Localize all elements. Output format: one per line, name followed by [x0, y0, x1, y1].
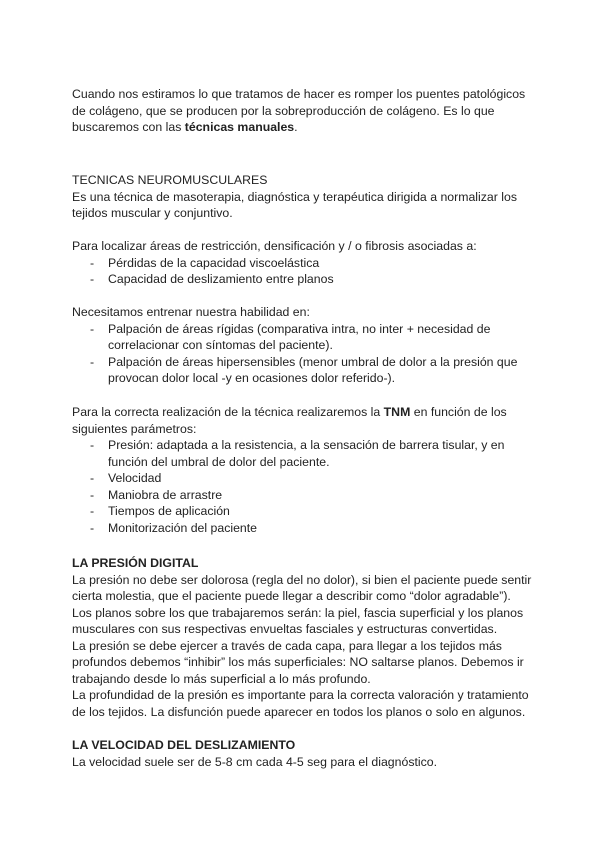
intro-line: de colágeno, que se producen por la sobreproducción de colágeno. Es lo que: [72, 103, 495, 118]
list-item: - Tiempos de aplicación: [72, 503, 532, 520]
params-list: [72, 437, 532, 536]
list-item: - Capacidad de deslizamiento entre planos: [72, 271, 532, 288]
section-heading: TECNICAS NEUROMUSCULARES: [72, 173, 268, 187]
list-item-line: Presión: adaptada a la resistencia, a la sensación de barrera tisular, y en: [108, 438, 505, 452]
intro-paragraph: [72, 86, 532, 136]
velocidad-section: [72, 737, 532, 770]
paragraph-line: profundos debemos “inhibir” los más superficiales: NO saltarse planos. Debemos ir: [72, 655, 524, 669]
params-intro-line: siguientes parámetros:: [72, 421, 197, 436]
paragraph-line: La presión se debe ejercer a través de cada capa, para llegar a los tejidos más: [72, 638, 502, 653]
paragraph-line: Los planos sobre los que trabajaremos serán: la piel, fascia superficial y los planos: [72, 605, 524, 620]
list-item: - Monitorización del paciente: [72, 520, 532, 537]
params-text: Para la correcta realización de la técnica realizaremos la: [72, 405, 384, 419]
list-item: [72, 354, 532, 387]
definition-line: tejidos muscular y conjuntivo.: [72, 206, 233, 220]
tnm-section: [72, 172, 532, 222]
intro-bold-term: técnicas manuales: [184, 120, 295, 134]
paragraph-line: cierta molestia, que el paciente puede llegar a describir como “dolor agradable”).: [72, 589, 511, 603]
localize-intro: Para localizar áreas de restricción, densificación y / o fibrosis asociadas a:: [72, 239, 477, 253]
train-block: [72, 304, 532, 387]
paragraph-line: trabajando desde lo más superficial a lo más profundo.: [72, 671, 371, 686]
paragraph-line: musculares con sus respectivas envueltas fasciales y estructuras convertidas.: [72, 622, 498, 636]
localize-list: [72, 255, 532, 288]
list-item: - Pérdidas de la capacidad viscoelástica: [72, 255, 532, 272]
list-item: - Velocidad: [72, 470, 532, 487]
list-item-line: Palpación de áreas hipersensibles (menor umbral de dolor a la presión que: [108, 354, 518, 369]
paragraph-line: La profundidad de la presión es importante para la correcta valoración y tratamiento: [72, 688, 529, 702]
train-list: [72, 321, 532, 387]
list-item-line: provocan dolor local -y en ocasiones dolor referido-).: [108, 371, 396, 385]
params-block: [72, 404, 532, 536]
intro-line: [72, 119, 532, 136]
intro-text: .: [294, 120, 298, 134]
list-item-line: correlacionar con síntomas del paciente).: [108, 338, 333, 352]
definition-line: Es una técnica de masoterapia, diagnóstica y terapéutica dirigida a normalizar los: [72, 189, 517, 204]
train-intro: Necesitamos entrenar nuestra habilidad en:: [72, 305, 310, 319]
paragraph-line: La velocidad suele ser de 5-8 cm cada 4-5 seg para el diagnóstico.: [72, 754, 438, 769]
list-item: - Maniobra de arrastre: [72, 487, 532, 504]
list-item-line: Palpación de áreas rígidas (comparativa intra, no inter + necesidad de: [108, 321, 491, 336]
presion-section: [72, 555, 532, 720]
params-intro: [72, 404, 532, 421]
params-text: en función de los: [410, 405, 507, 419]
localize-block: [72, 238, 532, 288]
intro-text: buscaremos con las: [72, 120, 185, 134]
list-item-line: función del umbral de dolor del paciente.: [108, 454, 330, 469]
paragraph-line: de los tejidos. La disfunción puede aparecer en todos los planos o solo en algunos.: [72, 704, 526, 719]
params-bold-term: TNM: [383, 405, 411, 419]
list-item: [72, 321, 532, 354]
intro-line: Cuando nos estiramos lo que tratamos de hacer es romper los puentes patológicos: [72, 87, 526, 101]
section-heading: LA VELOCIDAD DEL DESLIZAMIENTO: [72, 738, 296, 752]
list-item: [72, 437, 532, 470]
paragraph-line: La presión no debe ser dolorosa (regla del no dolor), si bien el paciente puede sentir: [72, 572, 532, 587]
section-heading: LA PRESIÓN DIGITAL: [72, 556, 199, 570]
